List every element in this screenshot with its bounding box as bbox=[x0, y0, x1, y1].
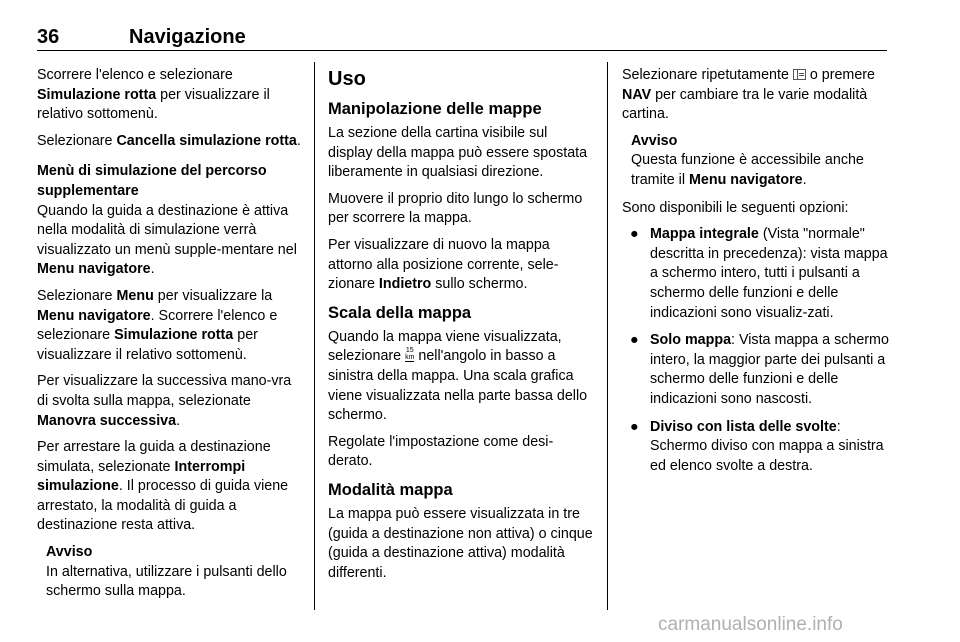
paragraph: Regolate l'impostazione come desi‐derato. bbox=[328, 433, 554, 470]
subsection-heading: Manipolazione delle mappe bbox=[328, 100, 542, 118]
options-list bbox=[622, 225, 892, 476]
subsection-heading: Modalità mappa bbox=[328, 480, 453, 499]
column-divider-1 bbox=[314, 62, 315, 610]
paragraph: Scorrere l'elenco e selezionare Simulazione rotta per visualizzare il relativo sottomenù. bbox=[37, 67, 270, 123]
note-box bbox=[46, 543, 303, 602]
map-view-icon bbox=[793, 69, 806, 80]
list-item: ● Mappa integrale (Vista "normale" descritta in precedenza): vista mappa a schermo intero, tutti i pulsanti a schermo delle funzioni e delle indicazioni sono visualiz‐zati. bbox=[630, 226, 888, 321]
paragraph: Per visualizzare la successiva mano‐vra di svolta sulla mappa, selezionate Manovra successiva. bbox=[37, 373, 292, 429]
paragraph: La sezione della cartina visibile sul display della mappa può essere spostata liberamente in qualsiasi direzione. bbox=[328, 125, 588, 181]
paragraph: Quando la guida a destinazione è attiva nella modalità di simulazione verrà visualizzato un menù supple‐mentare nel Menu navigatore. bbox=[37, 202, 297, 278]
list-item: ● Diviso con lista delle svolte: Schermo diviso con mappa a sinistra ed elenco svolte a destra. bbox=[630, 418, 884, 474]
column-divider-2 bbox=[607, 62, 608, 610]
watermark: carmanualsonline.info bbox=[658, 614, 843, 635]
paragraph: Sono disponibili le seguenti opzioni: bbox=[622, 199, 849, 216]
page-number: 36 bbox=[37, 26, 60, 48]
paragraph: La mappa può essere visualizzata in tre (guida a destinazione non attiva) o cinque (guida a destinazione attiva) modalità differenti. bbox=[328, 505, 593, 581]
bullet-icon: ● bbox=[630, 418, 639, 435]
paragraph: Per visualizzare di nuovo la mappa attorno alla posizione corrente, sele‐zionare Indietro sullo schermo. bbox=[328, 236, 559, 293]
page-header bbox=[37, 26, 887, 50]
note-text: Questa funzione è accessibile anche tramite il Menu navigatore. bbox=[631, 152, 864, 188]
map-scale-icon: 15 km bbox=[405, 347, 415, 362]
paragraph: Selezionare Cancella simulazione rotta. bbox=[37, 132, 301, 149]
paragraph: Per arrestare la guida a destinazione simulata, selezionate Interrompi simulazione. Il processo di guida viene arrestato, la modalità di guida a destinazione resta attiva. bbox=[37, 439, 289, 534]
column-2 bbox=[328, 66, 594, 590]
chapter-title: Navigazione bbox=[129, 26, 246, 48]
section-title: Uso bbox=[328, 68, 366, 90]
paragraph: Muovere il proprio dito lungo lo schermo per scorrere la mappa. bbox=[328, 190, 583, 227]
bullet-icon: ● bbox=[630, 226, 639, 243]
paragraph: Selezionare Menu per visualizzare la Menu navigatore. Scorrere l'elenco e selezionare Simulazione rotta per visualizzare il relativo sottomenù. bbox=[37, 287, 278, 363]
subsection-heading: Scala della mappa bbox=[328, 303, 472, 322]
header-rule bbox=[37, 50, 887, 51]
note-title: Avviso bbox=[46, 544, 93, 561]
column-3 bbox=[622, 66, 892, 484]
column-1 bbox=[37, 66, 303, 610]
bullet-icon: ● bbox=[630, 332, 639, 349]
note-box bbox=[631, 132, 892, 191]
paragraph: Quando la mappa viene visualizzata, selezionare 15 km nell'angolo in basso a sinistra della mappa. Una scala grafica viene visualizzata nella parte bassa dello schermo. bbox=[328, 328, 588, 424]
note-text: In alternativa, utilizzare i pulsanti dello schermo sulla mappa. bbox=[46, 563, 287, 600]
note-title: Avviso bbox=[631, 132, 678, 149]
paragraph: Selezionare ripetutamente o premere NAV per cambiare tra le varie modalità cartina. bbox=[622, 67, 876, 123]
list-item: ● Solo mappa: Vista mappa a schermo intero, la maggior parte dei pulsanti a schermo delle funzioni e delle indicazioni sono nascosti. bbox=[630, 332, 889, 407]
section-heading: Menù di simulazione del percorso supplementare bbox=[37, 163, 267, 199]
